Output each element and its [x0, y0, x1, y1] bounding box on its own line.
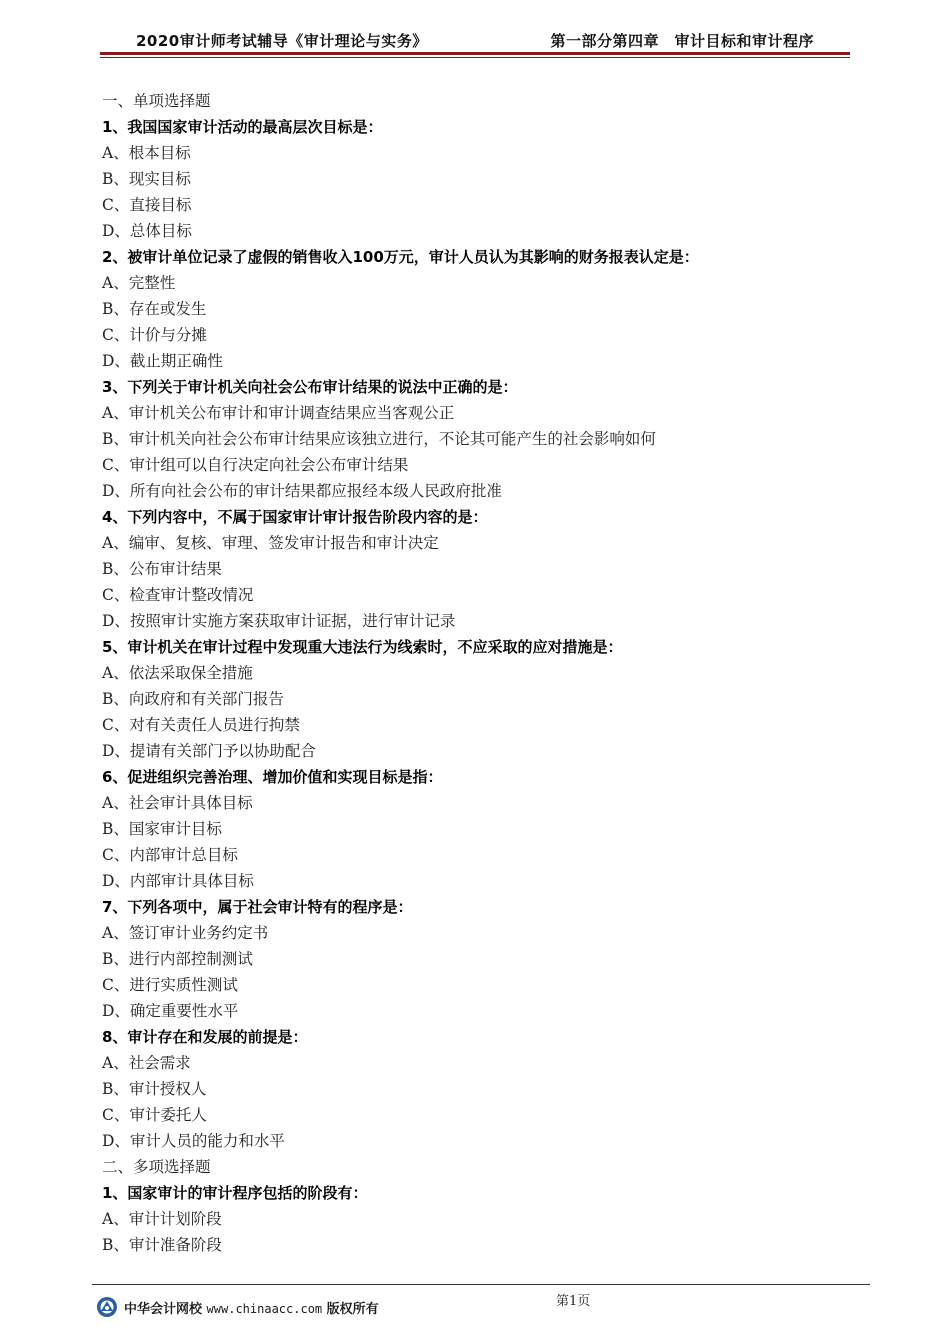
chinaacc-logo-icon: [96, 1296, 118, 1318]
answer-option: C、审计组可以自行决定向社会公布审计结果: [102, 456, 409, 474]
question-stem: 7、下列各项中，属于社会审计特有的程序是：: [102, 898, 413, 916]
answer-option: C、直接目标: [102, 196, 192, 214]
header-rule-thin: [100, 57, 850, 58]
question-stem: 6、促进组织完善治理、增加价值和实现目标是指：: [102, 768, 443, 786]
answer-option: D、按照审计实施方案获取审计证据，进行审计记录: [102, 612, 456, 630]
question-list: [102, 88, 842, 1258]
answer-option: A、签订审计业务约定书: [102, 924, 269, 942]
answer-option: A、社会需求: [102, 1054, 191, 1072]
question-stem: 3、下列关于审计机关向社会公布审计结果的说法中正确的是：: [102, 378, 518, 396]
answer-option: D、截止期正确性: [102, 352, 223, 370]
answer-option: A、完整性: [102, 274, 176, 292]
section-heading: 一、单项选择题: [102, 92, 211, 110]
answer-option: D、所有向社会公布的审计结果都应报经本级人民政府批准: [102, 482, 502, 500]
answer-option: A、审计计划阶段: [102, 1210, 222, 1228]
answer-option: D、审计人员的能力和水平: [102, 1132, 285, 1150]
question-stem: 5、审计机关在审计过程中发现重大违法行为线索时，不应采取的应对措施是：: [102, 638, 623, 656]
answer-option: D、确定重要性水平: [102, 1002, 239, 1020]
page-number: 第1页: [556, 1294, 591, 1309]
header-course-title: 2020审计师考试辅导《审计理论与实务》: [136, 32, 428, 50]
answer-option: A、编审、复核、审理、签发审计报告和审计决定: [102, 534, 439, 552]
answer-option: D、提请有关部门予以协助配合: [102, 742, 316, 760]
question-stem: 1、国家审计的审计程序包括的阶段有：: [102, 1184, 368, 1202]
answer-option: B、国家审计目标: [102, 820, 222, 838]
answer-option: C、计价与分摊: [102, 326, 207, 344]
answer-option: D、总体目标: [102, 222, 192, 240]
header-chapter-title: 第一部分第四章 审计目标和审计程序: [550, 32, 814, 50]
answer-option: B、进行内部控制测试: [102, 950, 253, 968]
footer-rule: [92, 1284, 870, 1285]
question-stem: 4、下列内容中，不属于国家审计审计报告阶段内容的是：: [102, 508, 488, 526]
answer-option: A、社会审计具体目标: [102, 794, 253, 812]
answer-option: B、存在或发生: [102, 300, 207, 318]
question-stem: 1、我国国家审计活动的最高层次目标是：: [102, 118, 383, 136]
section-heading: 二、多项选择题: [102, 1158, 211, 1176]
answer-option: A、根本目标: [102, 144, 191, 162]
question-stem: 8、审计存在和发展的前提是：: [102, 1028, 308, 1046]
answer-option: B、向政府和有关部门报告: [102, 690, 284, 708]
page-header: [100, 26, 850, 54]
footer-rights: 版权所有: [326, 1302, 379, 1317]
answer-option: C、对有关责任人员进行拘禁: [102, 716, 300, 734]
answer-option: A、依法采取保全措施: [102, 664, 253, 682]
footer-copyright: [124, 1298, 379, 1317]
answer-option: C、进行实质性测试: [102, 976, 238, 994]
answer-option: A、审计机关公布审计和审计调查结果应当客观公正: [102, 404, 455, 422]
answer-option: C、审计委托人: [102, 1106, 207, 1124]
question-stem: 2、被审计单位记录了虚假的销售收入100万元，审计人员认为其影响的财务报表认定是：: [102, 248, 699, 266]
answer-option: D、内部审计具体目标: [102, 872, 254, 890]
answer-option: B、审计准备阶段: [102, 1236, 222, 1254]
answer-option: C、检查审计整改情况: [102, 586, 254, 604]
answer-option: B、公布审计结果: [102, 560, 222, 578]
answer-option: B、审计机关向社会公布审计结果应该独立进行，不论其可能产生的社会影响如何: [102, 430, 656, 448]
footer-url[interactable]: www.chinaacc.com: [206, 1302, 323, 1316]
answer-option: B、现实目标: [102, 170, 191, 188]
answer-option: B、审计授权人: [102, 1080, 207, 1098]
footer-brand: 中华会计网校: [124, 1302, 203, 1317]
answer-option: C、内部审计总目标: [102, 846, 238, 864]
header-rule-thick: [100, 52, 850, 55]
